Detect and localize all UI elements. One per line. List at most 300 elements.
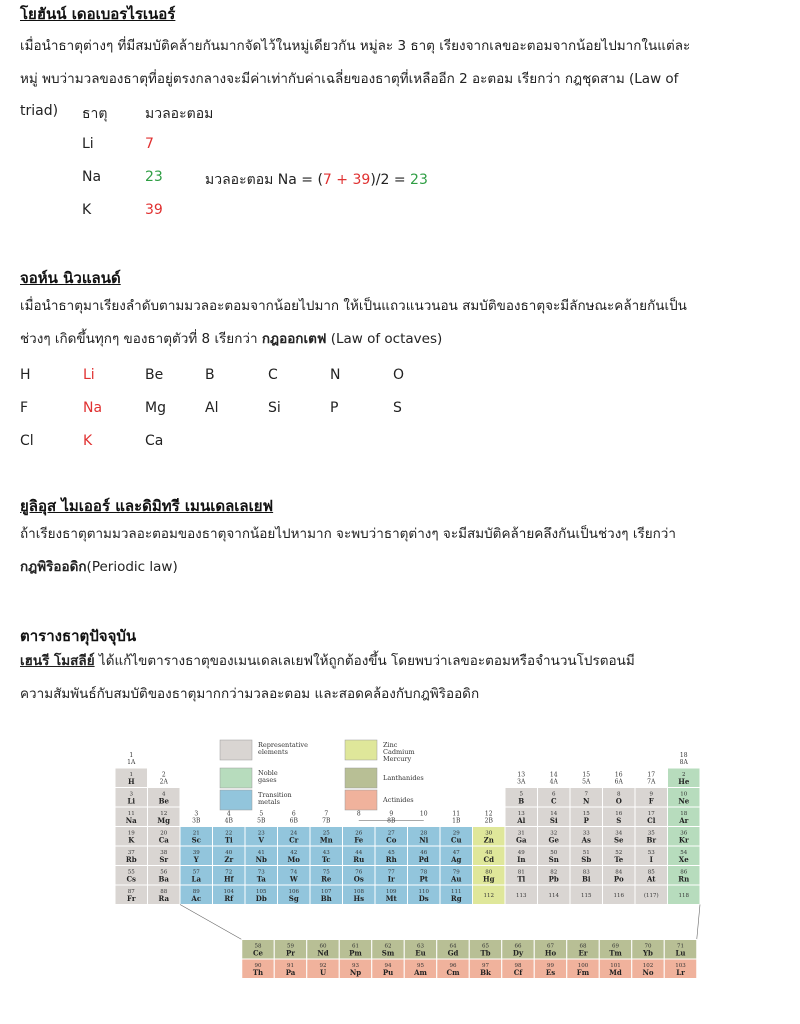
- element-symbol: Hf: [223, 874, 234, 884]
- triad-element: Na: [82, 169, 102, 185]
- element-cell: [538, 807, 571, 827]
- legend-swatch: [220, 740, 252, 760]
- group-label: 7B: [322, 817, 331, 825]
- element-symbol: Fm: [576, 968, 590, 977]
- element-symbol: La: [191, 874, 201, 884]
- element-symbol: Au: [450, 874, 462, 884]
- element-symbol: Ru: [353, 855, 365, 864]
- octave-element: Li: [83, 367, 95, 383]
- atomic-number: 88: [160, 889, 168, 895]
- legend-label: Actinides: [383, 796, 414, 804]
- element-cell: [440, 846, 473, 866]
- element-cell: [570, 827, 603, 847]
- legend-swatch: [345, 790, 377, 810]
- atomic-number: 103: [675, 963, 686, 969]
- element-cell: [635, 788, 668, 808]
- element-symbol: Zr: [224, 855, 234, 864]
- element-cell: [632, 940, 665, 960]
- atomic-number: 50: [550, 850, 558, 856]
- element-cell: [505, 866, 538, 886]
- element-symbol: Rn: [678, 874, 690, 884]
- formula-a: 7: [322, 172, 332, 188]
- element-symbol: Hg: [482, 874, 495, 884]
- element-symbol: Pr: [286, 948, 295, 958]
- atomic-number: 63: [417, 943, 424, 950]
- group-label: 2A: [159, 778, 168, 786]
- element-cell: [635, 846, 668, 866]
- section-title-periodic: ยูลิอุส ไมเออร์ และดิมิทรี เมนเดลเลเยฟ: [20, 497, 274, 515]
- element-symbol: Zn: [483, 835, 494, 845]
- atomic-number: 11: [127, 811, 135, 817]
- octave-element: F: [20, 400, 29, 416]
- triad-paragraph: [20, 30, 790, 96]
- element-cell: [668, 866, 701, 886]
- element-cell: [213, 827, 246, 847]
- group-number: 12: [484, 810, 493, 818]
- element-symbol: At: [646, 874, 656, 884]
- element-symbol: Pb: [548, 874, 559, 884]
- element-symbol: Bk: [480, 968, 491, 977]
- element-cell: [245, 885, 278, 905]
- element-cell: [668, 827, 701, 847]
- octave-element: K: [83, 433, 93, 449]
- element-cell: [599, 959, 632, 979]
- element-cell: [375, 846, 408, 866]
- group-number: 11: [452, 810, 461, 818]
- element-cell: [213, 866, 246, 886]
- element-cell: [603, 885, 636, 905]
- octave-element: H: [20, 367, 31, 383]
- element-symbol: Ag: [451, 855, 462, 864]
- atomic-number: 42: [290, 850, 298, 856]
- atomic-number: 109: [386, 889, 397, 895]
- atomic-number: 49: [517, 850, 525, 856]
- atomic-number: 21: [192, 830, 200, 837]
- atomic-number: 105: [256, 889, 267, 895]
- atomic-number: 48: [485, 850, 493, 856]
- element-symbol: Cu: [450, 835, 462, 845]
- atomic-number: 24: [290, 830, 298, 837]
- element-symbol: Tb: [480, 948, 491, 958]
- modern-text-2: ความสัมพันธ์กับสมบัติของธาตุมากกว่ามวลอะตอม และสอดคล้องกับกฎพิริออดิก: [20, 686, 480, 702]
- element-cell: [632, 959, 665, 979]
- element-symbol: Li: [127, 796, 136, 806]
- element-symbol: Cm: [446, 968, 460, 977]
- atomic-number: 79: [452, 869, 460, 876]
- atomic-number: 107: [321, 889, 332, 895]
- element-symbol: Pu: [382, 968, 394, 977]
- octave-element: B: [205, 367, 215, 383]
- group-number: 6: [291, 810, 296, 818]
- element-cell: [635, 827, 668, 847]
- atomic-number: 64: [449, 943, 457, 950]
- element-cell: [343, 827, 376, 847]
- element-symbol: Pa: [285, 968, 296, 977]
- group-number: 14: [549, 771, 558, 779]
- element-cell: [668, 788, 701, 808]
- atomic-number: 34: [615, 830, 623, 837]
- group-label: 6B: [289, 817, 298, 825]
- formula-prefix: มวลอะตอม Na = (: [205, 172, 323, 188]
- atomic-number: 40: [225, 850, 233, 856]
- element-cell: [115, 788, 148, 808]
- element-symbol: Ge: [548, 835, 559, 845]
- element-cell: [668, 885, 701, 905]
- element-cell: [505, 846, 538, 866]
- element-cell: [242, 959, 275, 979]
- atomic-number: 1: [129, 772, 133, 778]
- element-symbol: I: [649, 855, 653, 864]
- atomic-number: 76: [355, 869, 363, 876]
- element-cell: [180, 866, 213, 886]
- atomic-number: 75: [322, 869, 330, 876]
- element-cell: [440, 866, 473, 886]
- group-number: 15: [582, 771, 591, 779]
- element-cell: [180, 885, 213, 905]
- group-label: 8A: [679, 759, 688, 766]
- element-cell: [668, 846, 701, 866]
- atomic-number: 31: [517, 830, 525, 837]
- octave-text-2: [20, 323, 790, 356]
- triad-element: Li: [82, 136, 94, 152]
- octave-element: Be: [145, 367, 164, 383]
- element-cell: [440, 885, 473, 905]
- triad-text-2: หมู่ พบว่ามวลของธาตุที่อยู่ตรงกลางจะมีค่าเท่ากับค่าเฉลี่ยของธาตุที่เหลืออีก 2 อะตอม เรียกว่า กฎชุดสาม (Law of: [20, 71, 679, 87]
- element-cell: [310, 827, 343, 847]
- element-cell: [599, 940, 632, 960]
- atomic-number: 65: [482, 943, 489, 950]
- element-symbol: Os: [353, 874, 364, 884]
- fblock-connector: [697, 905, 700, 940]
- group-label: 1A: [127, 759, 136, 766]
- formula-b: 39: [352, 172, 371, 188]
- octave-element: C: [268, 367, 278, 383]
- atomic-number: 29: [452, 830, 460, 837]
- triad-col-element: ธาตุ: [82, 106, 108, 122]
- element-cell: [538, 846, 571, 866]
- octave-element: S: [393, 400, 402, 416]
- element-symbol: Yb: [643, 948, 653, 958]
- element-symbol: Ti: [224, 835, 233, 845]
- element-cell: [570, 788, 603, 808]
- element-cell: [473, 846, 506, 866]
- element-symbol: Sb: [581, 855, 592, 864]
- element-symbol: Ir: [387, 874, 395, 884]
- atomic-number: 18: [680, 811, 688, 817]
- element-cell: [343, 885, 376, 905]
- element-symbol: Cl: [647, 816, 656, 825]
- element-cell: [603, 827, 636, 847]
- atomic-number: 19: [127, 830, 135, 837]
- atomic-number: 101: [610, 963, 621, 969]
- fblock-connector: [180, 905, 242, 940]
- element-symbol: Es: [545, 968, 556, 977]
- triad-mass: 7: [145, 136, 154, 152]
- element-cell: [375, 827, 408, 847]
- element-symbol: Tm: [609, 948, 622, 958]
- element-symbol: P: [583, 816, 589, 825]
- group-number: 3: [194, 810, 199, 818]
- atomic-number: 28: [420, 830, 428, 837]
- element-cell: [404, 959, 437, 979]
- element-cell: [664, 959, 697, 979]
- element-cell: [213, 885, 246, 905]
- atomic-number: 89: [192, 889, 200, 895]
- group-number: 13: [517, 771, 526, 779]
- periodic-paragraph: [20, 518, 790, 584]
- group-number: 16: [614, 771, 623, 779]
- element-symbol: Br: [646, 835, 657, 845]
- atomic-number: 45: [387, 850, 395, 856]
- atomic-number: 58: [254, 943, 262, 950]
- element-cell: [404, 940, 437, 960]
- element-cell: [148, 846, 181, 866]
- atomic-number: 114: [548, 893, 559, 899]
- element-cell: [148, 827, 181, 847]
- atomic-number: 12: [160, 811, 168, 817]
- element-cell: [408, 846, 441, 866]
- legend-swatch: [220, 768, 252, 788]
- element-cell: [534, 959, 567, 979]
- element-symbol: Ta: [256, 874, 266, 884]
- formula-mid: )/2 =: [370, 172, 411, 188]
- atomic-number: 99: [547, 963, 554, 969]
- element-symbol: Lu: [675, 948, 686, 958]
- element-cell: [603, 866, 636, 886]
- element-symbol: Ga: [515, 835, 527, 845]
- atomic-number: 69: [612, 943, 619, 950]
- element-symbol: Sn: [548, 855, 559, 864]
- element-cell: [505, 788, 538, 808]
- element-cell: [310, 846, 343, 866]
- atomic-number: 7: [584, 791, 588, 798]
- group-number: 7: [324, 810, 329, 818]
- octave-element: P: [330, 400, 339, 416]
- element-cell: [570, 866, 603, 886]
- element-symbol: Pt: [419, 874, 428, 884]
- element-cell: [473, 885, 506, 905]
- element-symbol: Ca: [158, 835, 169, 845]
- element-symbol: Ar: [679, 816, 689, 825]
- atomic-number: 13: [517, 811, 525, 817]
- atomic-number: 61: [352, 943, 359, 950]
- element-cell: [343, 866, 376, 886]
- atomic-number: 26: [355, 830, 363, 837]
- element-symbol: Te: [614, 855, 624, 864]
- element-symbol: Cf: [513, 968, 523, 977]
- element-cell: [310, 866, 343, 886]
- element-cell: [274, 959, 307, 979]
- element-symbol: Co: [386, 835, 397, 845]
- element-symbol: Na: [125, 816, 137, 825]
- element-cell: [664, 940, 697, 960]
- element-symbol: C: [550, 796, 557, 806]
- atomic-number: 72: [225, 869, 233, 876]
- atomic-number: 82: [550, 869, 558, 876]
- element-cell: [307, 940, 340, 960]
- element-cell: [538, 827, 571, 847]
- element-symbol: Cs: [126, 874, 137, 884]
- atomic-number: 68: [579, 943, 587, 950]
- atomic-number: 14: [550, 811, 558, 817]
- atomic-number: 90: [254, 963, 262, 969]
- octave-law-name: กฎออกเตฟ: [261, 331, 327, 347]
- element-symbol: Be: [158, 796, 169, 806]
- element-symbol: Mt: [385, 894, 397, 903]
- triad-element: K: [82, 202, 92, 218]
- element-cell: [310, 885, 343, 905]
- atomic-number: 87: [127, 889, 135, 895]
- element-symbol: Cr: [289, 835, 299, 845]
- element-cell: [635, 807, 668, 827]
- element-cell: [567, 940, 600, 960]
- element-cell: [307, 959, 340, 979]
- element-cell: [339, 940, 372, 960]
- element-cell: [115, 885, 148, 905]
- atomic-number: 98: [514, 963, 522, 969]
- atomic-number: 44: [355, 850, 363, 856]
- group-label: 1B: [452, 817, 461, 825]
- element-symbol: As: [581, 835, 591, 845]
- element-cell: [339, 959, 372, 979]
- element-cell: [408, 866, 441, 886]
- atomic-number: 27: [387, 830, 395, 837]
- atomic-number: 73: [257, 869, 265, 876]
- atomic-number: 60: [319, 943, 327, 950]
- element-cell: [668, 807, 701, 827]
- element-cell: [538, 885, 571, 905]
- modern-text-1: [20, 645, 790, 678]
- element-cell: [473, 866, 506, 886]
- element-cell: [567, 959, 600, 979]
- group-label: 4A: [549, 778, 558, 786]
- group-label: 8B: [387, 817, 396, 825]
- octave-element: Cl: [20, 433, 34, 449]
- element-cell: [473, 827, 506, 847]
- group-number: 10: [419, 810, 428, 818]
- element-symbol: Fe: [354, 835, 364, 845]
- element-cell: [469, 940, 502, 960]
- atomic-number: 57: [192, 869, 200, 876]
- atomic-number: 83: [582, 869, 590, 876]
- atomic-number: 92: [319, 963, 327, 969]
- atomic-number: 55: [127, 869, 135, 876]
- periodic-text-2b: (Periodic law): [86, 559, 178, 575]
- group-number: 8: [356, 810, 361, 818]
- triad-formula: [205, 169, 428, 191]
- element-cell: [115, 807, 148, 827]
- element-cell: [375, 885, 408, 905]
- atomic-number: 93: [352, 963, 359, 969]
- atomic-number: 36: [680, 830, 688, 837]
- atomic-number: (117): [643, 893, 659, 899]
- octave-element: Al: [205, 400, 219, 416]
- element-symbol: Si: [549, 816, 558, 825]
- element-cell: [372, 959, 405, 979]
- atomic-number: 74: [290, 869, 298, 876]
- element-symbol: Md: [609, 968, 622, 977]
- element-symbol: Ac: [191, 894, 202, 903]
- element-symbol: Sr: [159, 855, 169, 864]
- atomic-number: 15: [582, 811, 590, 817]
- element-symbol: Sm: [381, 948, 395, 958]
- element-symbol: Hs: [353, 894, 365, 903]
- element-cell: [505, 827, 538, 847]
- atomic-number: 52: [615, 850, 623, 856]
- atomic-number: 39: [192, 850, 200, 856]
- atomic-number: 6: [552, 791, 556, 798]
- atomic-number: 53: [647, 850, 655, 856]
- element-cell: [502, 940, 535, 960]
- octave-paragraph: [20, 290, 790, 356]
- triad-col-mass: มวลอะตอม: [145, 106, 214, 122]
- element-symbol: Th: [252, 968, 264, 977]
- modern-paragraph: [20, 645, 790, 711]
- atomic-number: 62: [384, 943, 392, 950]
- element-cell: [278, 846, 311, 866]
- atomic-number: 17: [647, 811, 655, 817]
- element-symbol: F: [648, 796, 654, 806]
- element-symbol: Ce: [252, 948, 264, 958]
- element-cell: [570, 807, 603, 827]
- element-symbol: Mn: [319, 835, 333, 845]
- atomic-number: 16: [615, 811, 623, 817]
- element-cell: [148, 885, 181, 905]
- group-number: 2: [161, 771, 166, 779]
- triad-text-3: triad): [20, 103, 59, 119]
- element-cell: [278, 827, 311, 847]
- legend-swatch: [220, 790, 252, 810]
- atomic-number: 115: [581, 893, 592, 899]
- periodic-text-1: ถ้าเรียงธาตุตามมวลอะตอมของธาตุจากน้อยไปหามาก จะพบว่าธาตุต่างๆ จะมีสมบัติคล้ายคลึงกันเป็นช่วงๆ เรียกว่า: [20, 526, 676, 542]
- atomic-number: 70: [644, 943, 652, 950]
- atomic-number: 25: [322, 830, 330, 837]
- element-symbol: Er: [578, 948, 588, 958]
- atomic-number: 43: [322, 850, 330, 856]
- element-cell: [502, 959, 535, 979]
- atomic-number: 111: [451, 889, 462, 895]
- element-cell: [437, 959, 470, 979]
- element-symbol: Mg: [157, 816, 171, 825]
- group-label: 5B: [257, 817, 266, 825]
- atomic-number: 71: [677, 943, 684, 950]
- element-symbol: Al: [517, 816, 526, 825]
- element-symbol: No: [642, 968, 654, 977]
- atomic-number: 9: [649, 791, 653, 798]
- octave-text-2c: (Law of octaves): [326, 331, 443, 347]
- atomic-number: 113: [516, 893, 527, 899]
- element-cell: [408, 885, 441, 905]
- element-cell: [635, 885, 668, 905]
- element-symbol: Y: [193, 855, 199, 864]
- element-symbol: Pm: [349, 948, 362, 958]
- element-cell: [538, 788, 571, 808]
- triad-text-1: เมื่อนำธาตุต่างๆ ที่มีสมบัติคล้ายกันมากจัดไว้ในหมู่เดียวกัน หมู่ละ 3 ธาตุ เรียงจากเลขอะตอมจากน้อยไปมากในแต่ละ: [20, 38, 691, 54]
- element-cell: [372, 940, 405, 960]
- element-symbol: Am: [414, 968, 427, 977]
- element-cell: [148, 866, 181, 886]
- element-cell: [180, 827, 213, 847]
- element-symbol: Re: [321, 874, 332, 884]
- moseley-name: เฮนรี โมสลีย์: [20, 653, 95, 669]
- atomic-number: 4: [162, 791, 166, 798]
- group-label: 4B: [224, 817, 233, 825]
- atomic-number: 23: [257, 830, 265, 837]
- element-symbol: Db: [255, 894, 267, 903]
- element-symbol: Gd: [447, 948, 459, 958]
- element-symbol: Cd: [483, 855, 494, 864]
- octave-element: Na: [83, 400, 103, 416]
